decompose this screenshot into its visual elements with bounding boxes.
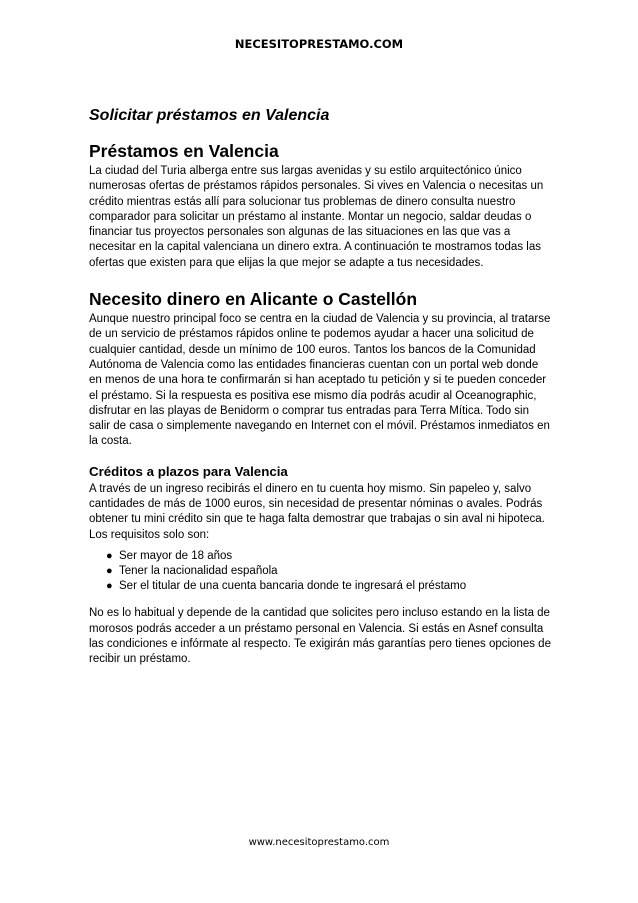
document-body (89, 106, 551, 668)
requirements-list (89, 549, 551, 593)
page-footer: www.necesitoprestamo.com (248, 837, 390, 848)
page-header: NECESITOPRESTAMO.COM (234, 37, 404, 51)
list-item (89, 549, 551, 564)
list-item-text: Tener la nacionalidad española (119, 564, 278, 577)
list-item-text: Ser mayor de 18 años (119, 549, 233, 562)
bullet-icon: ● (106, 579, 113, 592)
bullet-icon: ● (106, 564, 113, 577)
list-item (89, 564, 551, 579)
bullet-icon: ● (106, 549, 113, 562)
list-item (89, 579, 551, 594)
section-paragraph: No es lo habitual y depende de la cantidad que solicites pero incluso estando en la lista de morosos podrás acceder a un préstamo personal en Valencia. Si estás en Asnef consulta las condiciones e infórmate al respecto. Te exigirán más garantías pero tienes opciones de recibir un préstamo. (89, 607, 551, 666)
section-paragraph: A través de un ingreso recibirás el dinero en tu cuenta hoy mismo. Sin papeleo y, salvo cantidades de más de 1000 euros, sin necesidad de presentar nóminas o avales. Podrás obtener tu mini crédito sin que te haga falta demostrar que trabajas o sin aval ni hipoteca. Los requisitos solo son: (89, 482, 545, 541)
section-heading-prestamos-valencia: Préstamos en Valencia (89, 141, 279, 161)
list-item-text: Ser el titular de una cuenta bancaria donde te ingresará el préstamo (119, 579, 467, 592)
section-heading-creditos-plazos: Créditos a plazos para Valencia (89, 463, 288, 479)
section-heading-alicante-castellon: Necesito dinero en Alicante o Castellón (89, 289, 418, 310)
section-paragraph: Aunque nuestro principal foco se centra en la ciudad de Valencia y su provincia, al tratarse de un servicio de préstamos rápidos online te podemos ayudar a hacer una solicitud de cualquier cantidad, desde un mínimo de 100 euros. Tantos los bancos de la Comunidad Autónoma de Valencia como las entidades financieras cuentan con un portal web donde en menos de una hora te confirmarán si han aceptado tu petición y si te pueden conceder el préstamo. Si la respuesta es positiva ese mismo día podrás acudir al Oceanographic, disfrutar en las playas de Benidorm o comprar tus entradas para Terra Mítica. Todo sin salir de casa o simplemente navegando en Internet con el móvil. Préstamos inmediatos en la costa. (89, 313, 551, 448)
section-paragraph: La ciudad del Turia alberga entre sus largas avenidas y su estilo arquitectónico único numerosas ofertas de préstamos rápidos personales. Si vives en Valencia o necesitas un crédito mientras estás allí para solucionar tus problemas de dinero consulta nuestro comparador para solicitar un préstamo al instante. Montar un negocio, saldar deudas o financiar tus proyectos personales son algunas de las situaciones en las que vas a necesitar en la capital valenciana un dinero extra. A continuación te mostramos todas las ofertas que existen para que elijas la que mejor se adapte a tus necesidades. (89, 165, 544, 269)
document-title: Solicitar préstamos en Valencia (89, 107, 330, 124)
